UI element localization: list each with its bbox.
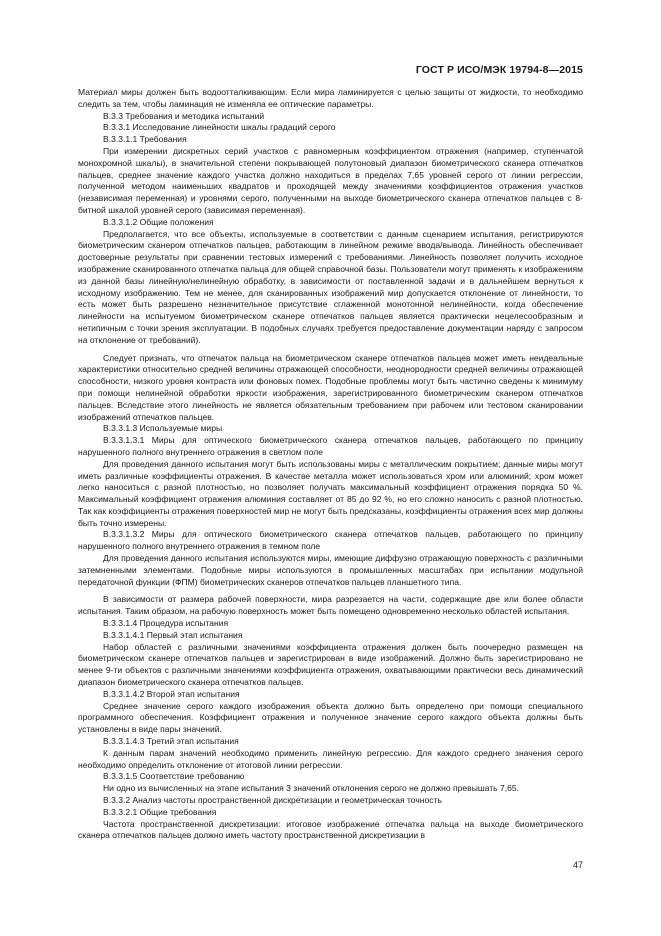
- paragraph: К данным парам значений необходимо применить линейную регрессию. Для каждого среднего значения серого необходимо определить отклонение от итоговой линии регрессии.: [78, 747, 583, 770]
- paragraph: Среднее значение серого каждого изображения объекта должно быть определено при помощи специального программного обеспечения. Коэффициент отражения и полученное значение серого каждого объекта должны быть установлены в виде пары значений.: [78, 700, 583, 735]
- paragraph: Частота пространственной дискретизации: итоговое изображение отпечатка пальца на выходе биометрического сканера отпечатков пальцев должно иметь частоту пространственной дискретизации в: [78, 818, 583, 841]
- page-number: 47: [572, 860, 583, 870]
- section-heading: В.3.3.1.3.2 Миры для оптического биометрического сканера отпечатков пальцев, работающего по принципу нарушенного полного внутреннего отражения в темном поле: [78, 529, 583, 552]
- paragraph: При измерении дискретных серий участков с равномерным коэффициентом отражения (например, ступенчатой монохромной шкалы), в значительной степени покрывающей полутоновый диапазон биометрического сканера отпечатков пальцев, среднее значение каждого участка должно находиться в пределах 7,65 уровней серого от линии регрессии, полученной методом наименьших квадратов и проходящей между значениями коэффициентов отражения участков (независимая переменная) и уровнями серого, полученными на выходе биометрического сканера отпечатков пальцев с 8-битной шкалой уровней серого (зависимая переменная).: [78, 145, 583, 215]
- paragraph: Для проведения данного испытания используются миры, имеющие диффузно отражающую поверхность с различными затемненными элементами. Подобные миры используются в промышленных масштабах при испытании модульной передаточной функции (ФПМ) биометрических сканеров отпечатков пальцев планшетного типа.: [78, 553, 583, 587]
- section-heading: В.3.3 Требования и методика испытаний: [103, 110, 265, 121]
- section-heading: В.3.3.1.4.3 Третий этап испытания: [103, 736, 239, 747]
- section-heading: В.3.3.1.2 Общие положения: [103, 216, 214, 227]
- paragraph: Предполагается, что все объекты, используемые в соответствии с данным сценарием испытания, регистрируются биометрическим сканером отпечатков пальцев, работающим в линейном режиме ввода/вывода. Линейность обеспечивает достоверные результаты при сравнении тестовых измерений с требованиями. Линейность позволяет получить исходное изображение сканированного отпечатка пальца для общей справочной базы. Пользователи могут применять к изображениям из данной базы линейную/нелинейную обработку, в зависимости от поставленной задачи и в дальнейшем вернуться к исходному изображению. Тем не менее, для сканированных изображений мир допускается отклонение от линейности, то есть может быть разрешено незначительное присутствие сглаженной монотонной нелинейности, когда обеспечение линейности на испытуемом биометрическом сканере отпечатков пальцев является практически нецелесообразным и нетипичным с точки зрения эксплуатации. В подобных случаях требуется предоставление документации наряду с запросом на отклонение от требований).: [78, 228, 583, 345]
- paragraph: Для проведения данного испытания могут быть использованы миры с металлическим покрытием; данные миры могут иметь различные коэффициенты отражения. В качестве металла может использоваться хром или алюминий; хром может легко наноситься с разной плотностью, но позволяет получать максимальный коэффициент отражения порядка 50 %. Максимальный коэффициент отражения алюминия составляет от 85 до 92 %, но его сложно наносить с разной плотностью. Так как коэффициенты отражения поверхностей мир не могут быть предсказаны, коэффициенты отражения всех мир должны быть точно измерены.: [78, 458, 583, 528]
- section-heading: В.3.3.1 Исследование линейности шкалы градаций серого: [103, 122, 336, 133]
- section-heading: В.3.3.1.1 Требования: [103, 134, 187, 145]
- paragraph: Следует признать, что отпечаток пальца на биометрическом сканере отпечатков пальцев может иметь неидеальные характеристики относительно средней величины отражающей способности, неоднородности средней величины отражающей способности, низкого уровня контраста или фоновых помех. Подобные проблемы могут быть частично сведены к минимуму при помощи нелинейной обработки яркости изображения, зарегистрированного биометрическим сканером отпечатков пальцев. Вследствие этого линейность не является обязательным требованием при рабочем или тестовом сканировании изображений отпечатков пальцев.: [78, 352, 583, 422]
- paragraph: Ни одно из вычисленных на этапе испытания 3 значений отклонения серого не должно превышать 7,65.: [103, 783, 520, 794]
- section-heading: В.3.3.1.3 Используемые миры: [103, 423, 223, 434]
- section-heading: В.3.3.1.4.2 Второй этап испытания: [103, 688, 240, 699]
- document-body: [78, 87, 583, 842]
- section-heading: В.3.3.1.5 Соответствие требованию: [103, 771, 245, 782]
- section-heading: В.3.3.1.4.1 Первый этап испытания: [103, 629, 243, 640]
- section-heading: В.3.3.1.3.1 Миры для оптического биометрического сканера отпечатков пальцев, работающего по принципу нарушенного полного внутреннего отражения в светлом поле: [78, 435, 583, 457]
- section-heading: В.3.3.1.4 Процедура испытания: [103, 618, 229, 629]
- section-heading: В.3.3.2.1 Общие требования: [103, 806, 217, 817]
- section-heading: В.3.3.2 Анализ частоты пространственной дискретизации и геометрическая точность: [103, 795, 442, 806]
- paragraph: Набор областей с различными значениями коэффициента отражения должен быть поочередно размещен на биометрическом сканере отпечатков пальцев и зарегистрирован в виде изображений. Должно быть зарегистрировано не менее 9-ти объектов с различными значениями коэффициента отражения, охватывающими практически весь динамический диапазон биометрического сканера отпечатков пальцев.: [78, 641, 583, 688]
- paragraph: В зависимости от размера рабочей поверхности, мира разрезается на части, содержащие две или более области испытания. Таким образом, на рабочую поверхность может быть помещено одновременно несколько областей испытания.: [78, 594, 583, 617]
- paragraph: Материал миры должен быть водоотталкивающим. Если мира ламинируется с целью защиты от жидкости, то необходимо следить за тем, чтобы ламинация не изменяла ее оптические параметры.: [78, 87, 583, 109]
- page-header: ГОСТ Р ИСО/МЭК 19794-8—2015: [415, 64, 583, 76]
